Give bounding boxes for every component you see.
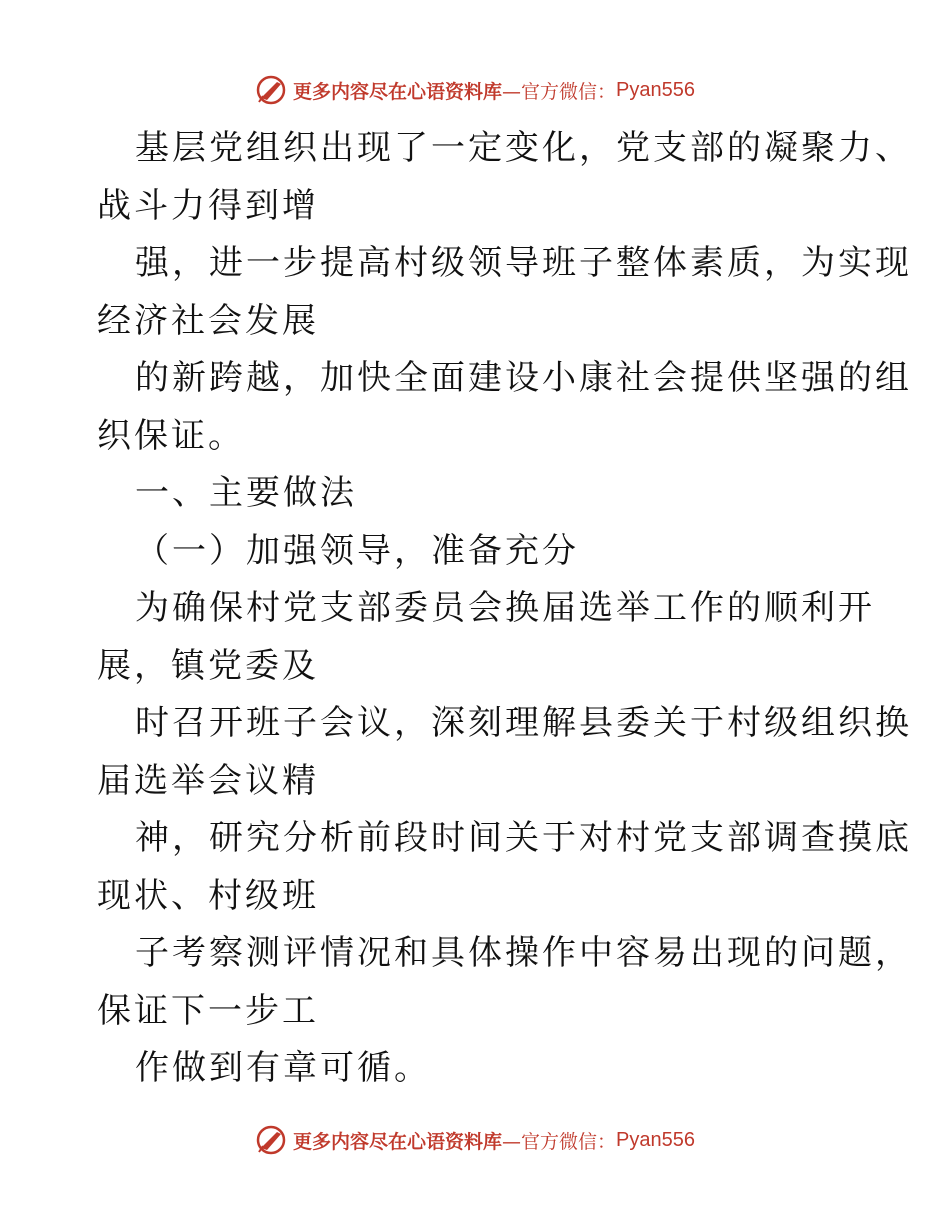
- footer-banner-separator: —官方微信：: [502, 1130, 617, 1153]
- footer-banner: [0, 1120, 950, 1160]
- header-banner-wechat-id: Pyan556: [616, 78, 695, 101]
- quill-logo-icon: [255, 74, 287, 106]
- body-line: 强，进一步提高村级领导班子整体素质，为实现: [135, 243, 912, 283]
- body-line: 为确保村党支部委员会换届选举工作的顺利开: [135, 588, 875, 628]
- section-heading: 一、主要做法: [135, 473, 357, 513]
- body-line: 经济社会发展: [97, 300, 319, 341]
- body-line: 展，镇党委及: [97, 645, 319, 686]
- header-banner-title: 更多内容尽在心语资料库: [293, 80, 503, 103]
- body-line: 保证下一步工: [97, 990, 319, 1031]
- quill-logo-icon: [255, 1124, 287, 1156]
- footer-banner-title: 更多内容尽在心语资料库: [293, 1130, 503, 1153]
- body-line: 时召开班子会议，深刻理解县委关于村级组织换: [135, 703, 912, 743]
- document-body: [97, 120, 912, 1098]
- footer-banner-wechat-id: Pyan556: [616, 1128, 695, 1151]
- body-line: 子考察测评情况和具体操作中容易出现的问题，: [135, 933, 912, 973]
- body-line: 织保证。: [97, 415, 245, 456]
- subsection-heading: （一）加强领导，准备充分: [135, 530, 579, 571]
- body-line: 的新跨越，加快全面建设小康社会提供坚强的组: [135, 358, 912, 398]
- body-line: 作做到有章可循。: [135, 1048, 431, 1088]
- body-line: 现状、村级班: [97, 875, 319, 916]
- header-banner: [0, 70, 950, 110]
- body-line: 基层党组织出现了一定变化，党支部的凝聚力、: [135, 128, 912, 168]
- header-banner-separator: —官方微信：: [502, 80, 617, 103]
- body-line: 神，研究分析前段时间关于对村党支部调查摸底: [135, 818, 912, 858]
- header-banner-text: [293, 77, 695, 104]
- body-line: 届选举会议精: [97, 760, 319, 801]
- footer-banner-text: [293, 1127, 695, 1154]
- body-line: 战斗力得到增: [97, 185, 319, 226]
